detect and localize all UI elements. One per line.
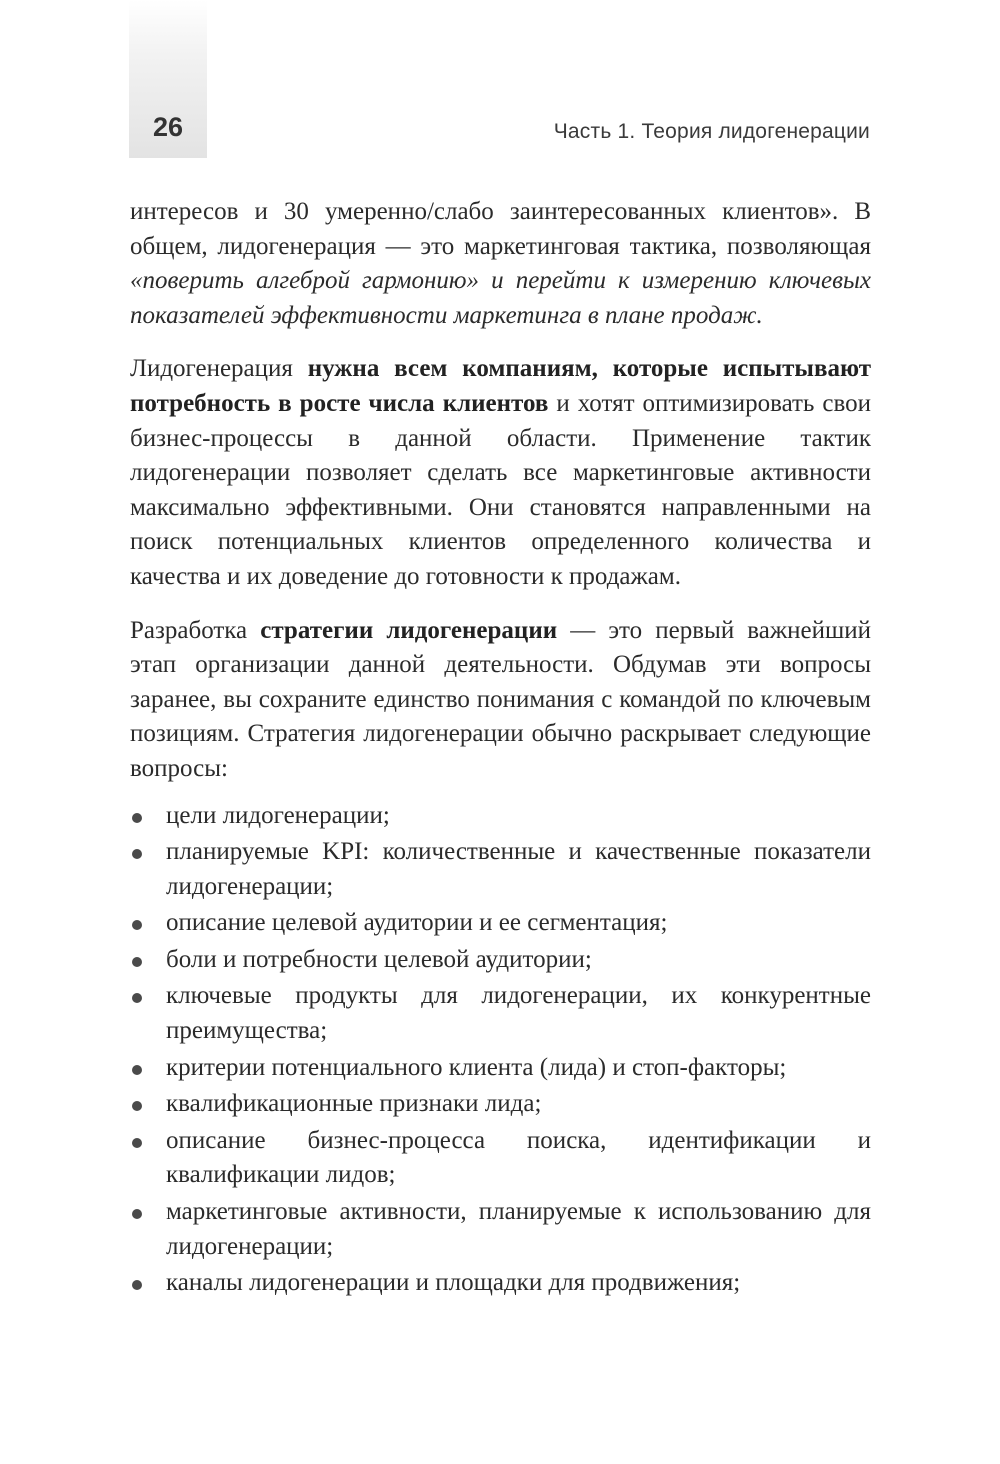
list-item: цели лидогенерации; (130, 799, 871, 834)
paragraph-2 (130, 352, 871, 594)
paragraph-3 (130, 614, 871, 787)
paragraph-3-rest: — это первый важнейший этап организации данной деятельности. Обдумав эти вопросы заранее, вы сохраните единство понимания с командой по ключевым позициям. Стратегия лидогенерации обычно раскрывает следующие вопросы: (130, 616, 871, 782)
paragraph-3-lead: Разработка (130, 616, 261, 644)
running-title: Часть 1. Теория лидогенерации (553, 120, 870, 143)
paragraph-2-bold: нужна всем компаниям, которые испытывают потребность в росте числа клиентов (130, 355, 872, 417)
list-item: каналы лидогенерации и площадки для продвижения; (130, 1266, 871, 1301)
list-item: критерии потенциального клиента (лида) и стоп-факторы; (130, 1051, 871, 1086)
list-item: планируемые KPI: количественные и качественные показатели лидогенерации; (130, 835, 871, 904)
list-item: маркетинговые активности, планируемые к использованию для лидогенерации; (130, 1195, 871, 1264)
list-item: описание бизнес-процесса поиска, идентификации и квалификации лидов; (130, 1124, 871, 1193)
list-item: квалификационные признаки лида; (130, 1087, 871, 1122)
paragraph-2-rest: и хотят оптимизировать свои бизнес-процессы в данной области. Применение тактик лидогенерации позволяет сделать все маркетинговые активности максимально эффективными. Они становятся направленными на поиск потенциальных клиентов определенного количества и качества и их доведение до готовности к продажам. (130, 389, 871, 590)
paragraph-1-text: интересов и 30 умеренно/слабо заинтересованных клиентов». В общем, лидогенерация — это маркетинговая тактика, позволяющая (130, 198, 871, 260)
paragraph-2-lead: Лидогенерация (130, 355, 308, 383)
paragraph-1-italic-quote: «поверить алгеброй гармонию» и перейти к измерению ключевых показателей эффективности маркетинга в плане продаж. (130, 267, 871, 329)
list-item: описание целевой аудитории и ее сегментация; (130, 906, 871, 941)
paragraph-3-bold: стратегии лидогенерации (260, 616, 558, 644)
page-number: 26 (152, 112, 184, 142)
list-item: боли и потребности целевой аудитории; (130, 943, 871, 978)
page-body (130, 195, 871, 1303)
paragraph-1 (130, 195, 871, 333)
strategy-questions-list (130, 799, 871, 1301)
list-item: ключевые продукты для лидогенерации, их конкурентные преимущества; (130, 979, 871, 1048)
